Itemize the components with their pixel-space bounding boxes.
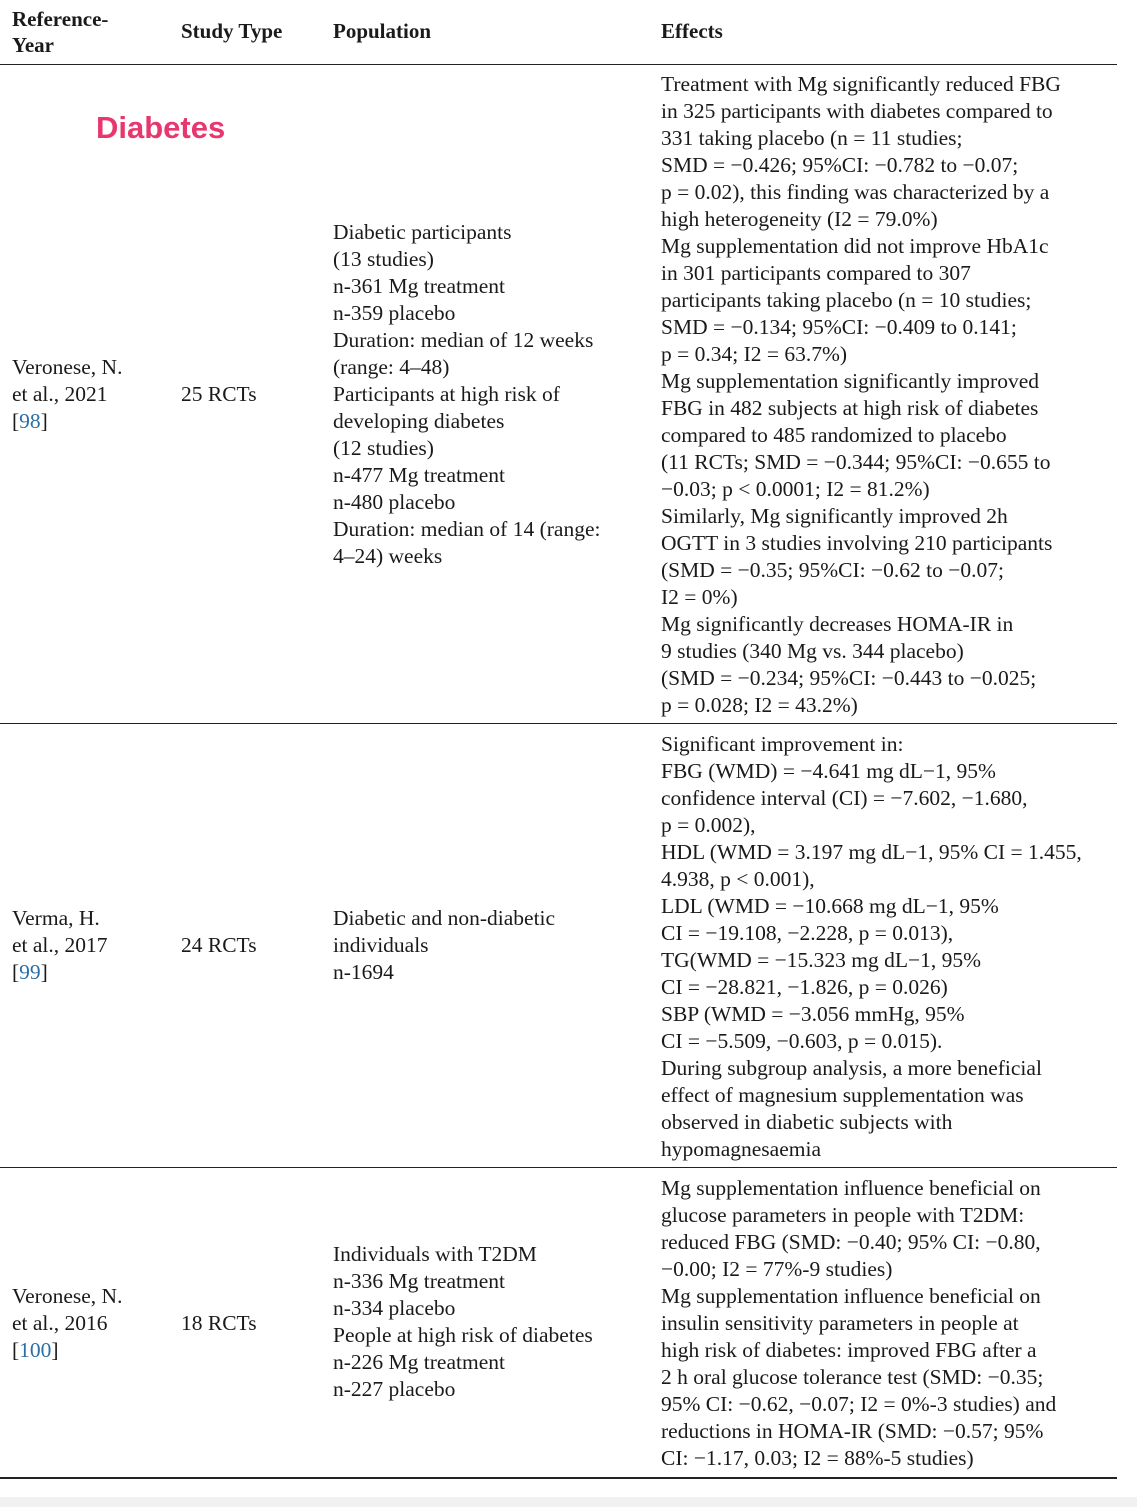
header-rule — [0, 64, 1117, 65]
row-3-effects: Mg supplementation influence beneficial on glucose parameters in people with T2DM: reduced FBG (SMD: −0.40; 95% CI: −0.80, −0.00; I2 = 77%-9 studies) Mg supplementation influence beneficial on insulin sensitivity parameters in people at high risk of diabetes: improved FBG after a 2 h oral glucose tolerance test (SMD: −0.35; 95% CI: −0.62, −0.07; I2 = 0%-3 studies) and reductions in HOMA-IR (SMD: −0.57; 95% CI: −1.17, 0.03; I2 = 88%-5 studies) — [661, 1176, 1057, 1470]
row-3-reference: Veronese, N. et al., 2016 [100] — [12, 1284, 123, 1362]
row-2-population: Diabetic and non-diabetic individuals n-1694 — [333, 906, 556, 984]
table-bottom-rule — [0, 1477, 1117, 1479]
citation-link-99[interactable]: 99 — [19, 960, 41, 984]
row-1-reference: Veronese, N. et al., 2021 [98] — [12, 355, 123, 433]
row-2-study-type: 24 RCTs — [181, 933, 257, 957]
row-divider-2 — [0, 1167, 1117, 1168]
row-3-study-type: 18 RCTs — [181, 1311, 257, 1335]
row-2-effects: Significant improvement in: FBG (WMD) = −4.641 mg dL−1, 95% confidence interval (CI) = −7.602, −1.680, p = 0.002), HDL (WMD = 3.197 mg dL−1, 95% CI = 1.455, 4.938, p < 0.001), LDL (WMD = −10.668 mg dL−1, 95% CI = −19.108, −2.228, p = 0.013), TG(WMD = −15.323 mg dL−1, 95% CI = −28.821, −1.826, p = 0.026) SBP (WMD = −3.056 mmHg, 95% CI = −5.509, −0.603, p = 0.015). During subgroup analysis, a more beneficial effect of magnesium supplementation was observed in diabetic subjects with hypomagnesaemia — [661, 732, 1082, 1161]
header-effects: Effects — [661, 19, 723, 43]
page-footer-strip — [0, 1497, 1137, 1507]
row-1-effects: Treatment with Mg significantly reduced FBG in 325 participants with diabetes compared to 331 taking placebo (n = 11 studies; SMD = −0.426; 95%CI: −0.782 to −0.07; p = 0.02), this finding was characterized by a high heterogeneity (I2 = 79.0%) Mg supplementation did not improve HbA1c in 301 participants compared to 307 participants taking placebo (n = 10 studies; SMD = −0.134; 95%CI: −0.409 to 0.141; p = 0.34; I2 = 63.7%) Mg supplementation significantly improved FBG in 482 subjects at high risk of diabetes compared to 485 randomized to placebo (11 RCTs; SMD = −0.344; 95%CI: −0.655 to −0.03; p < 0.0001; I2 = 81.2%) Similarly, Mg significantly improved 2h OGTT in 3 studies involving 210 participants (SMD = −0.35; 95%CI: −0.62 to −0.07; I2 = 0%) Mg significantly decreases HOMA-IR in 9 studies (340 Mg vs. 344 placebo) (SMD = −0.234; 95%CI: −0.443 to −0.025; p = 0.028; I2 = 43.2%) — [661, 72, 1061, 717]
row-3-population: Individuals with T2DM n-336 Mg treatment n-334 placebo People at high risk of diabetes n-226 Mg treatment n-227 placebo — [333, 1242, 593, 1401]
diabetes-annotation-label: Diabetes — [96, 110, 226, 145]
header-study-type: Study Type — [181, 19, 283, 43]
row-2-reference: Verma, H. et al., 2017 [99] — [12, 906, 108, 984]
row-1-study-type: 25 RCTs — [181, 382, 257, 406]
row-divider-1 — [0, 723, 1117, 724]
citation-link-98[interactable]: 98 — [19, 409, 41, 433]
row-1-population: Diabetic participants (13 studies) n-361 Mg treatment n-359 placebo Duration: median of 12 weeks (range: 4–48) Participants at high risk of developing diabetes (12 studies) n-477 Mg treatment n-480 placebo Duration: median of 14 (range: 4–24) weeks — [333, 220, 601, 568]
citation-link-100[interactable]: 100 — [19, 1338, 52, 1362]
header-population: Population — [333, 19, 432, 43]
header-reference-year: Reference- Year — [12, 7, 109, 57]
